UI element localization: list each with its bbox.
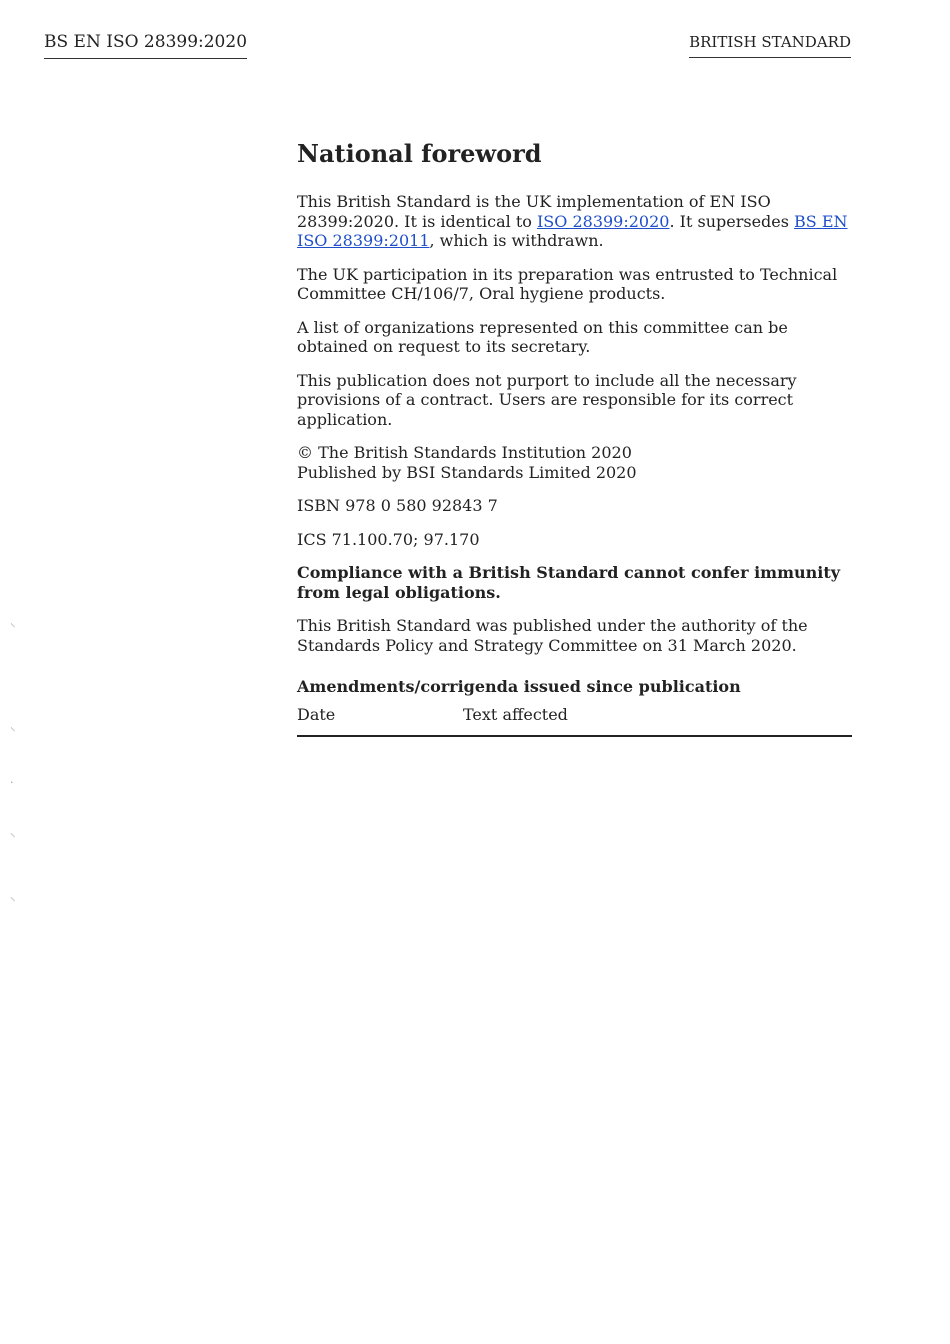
compliance-notice: Compliance with a British Standard cannot confer immunity from legal obligations. bbox=[297, 563, 841, 602]
isbn-paragraph: ISBN 978 0 580 92843 7 bbox=[297, 496, 498, 515]
date-column-header: Date bbox=[297, 705, 336, 724]
implementation-paragraph: This British Standard is the UK implementation of EN ISO 28399:2020. It is identical to ISO 28399:2020. It supersedes BS EN ISO 28399:2011, which is withdrawn. bbox=[297, 192, 848, 250]
foreword-section bbox=[297, 138, 852, 737]
ics-paragraph: ICS 71.100.70; 97.170 bbox=[297, 529, 480, 549]
organizations-paragraph: A list of organizations represented on this committee can be obtained on request to its secretary. bbox=[297, 317, 788, 356]
copyright-line: © The British Standards Institution 2020 bbox=[297, 443, 632, 462]
iso-standard-link[interactable]: ISO 28399:2020 bbox=[536, 211, 670, 231]
page-title: National foreword bbox=[297, 139, 542, 168]
text-affected-column-header: Text affected bbox=[463, 705, 568, 724]
authority-paragraph: This British Standard was published under the authority of the Standards Policy and Strategy Committee on 31 March 2020. bbox=[297, 616, 808, 655]
header-series-label: BRITISH STANDARD bbox=[689, 32, 851, 58]
publisher-line: Published by BSI Standards Limited 2020 bbox=[297, 462, 637, 482]
amendments-heading: Amendments/corrigenda issued since publication bbox=[297, 677, 741, 696]
superseded-standard-link[interactable]: BS EN ISO 28399:2011 bbox=[297, 211, 848, 250]
header-document-id: BS EN ISO 28399:2020 bbox=[44, 31, 247, 59]
copyright-paragraph bbox=[297, 443, 852, 482]
provisions-paragraph: This publication does not purport to include all the necessary provisions of a contract. Users are responsible for its correct application. bbox=[297, 370, 797, 429]
amendments-table-header bbox=[297, 705, 852, 737]
committee-paragraph: The UK participation in its preparation was entrusted to Technical Committee CH/106/7, Oral hygiene products. bbox=[297, 264, 838, 303]
